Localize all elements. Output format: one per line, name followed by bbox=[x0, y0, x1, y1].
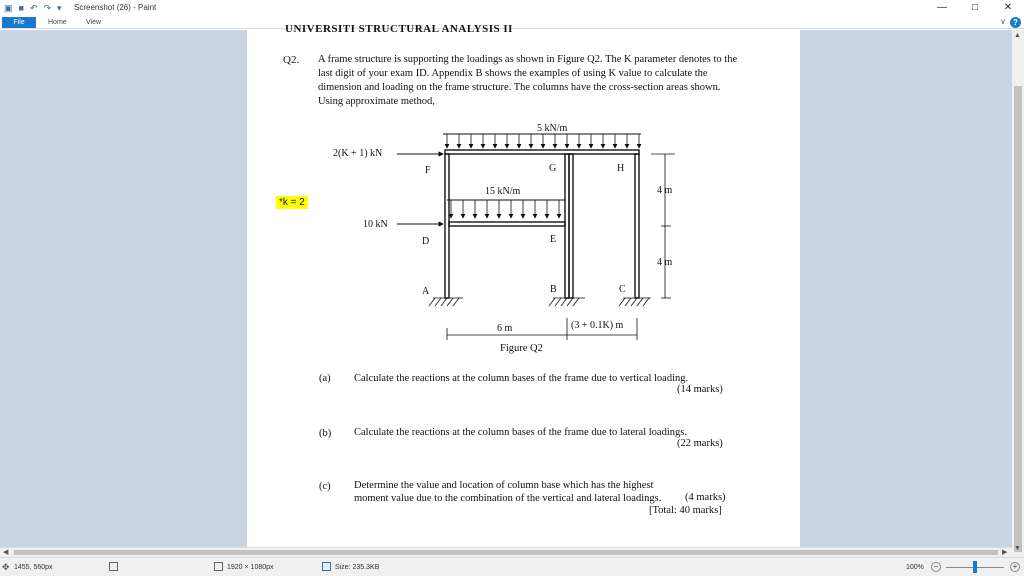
lateral-load-top-label: 2(K + 1) kN bbox=[333, 148, 383, 159]
question-number: Q2. bbox=[283, 54, 300, 66]
window-title: Screenshot (26) - Paint bbox=[74, 3, 157, 12]
quick-access-toolbar bbox=[4, 2, 62, 14]
help-icon[interactable]: ? bbox=[1010, 17, 1021, 28]
scroll-left-icon[interactable]: ◀ bbox=[3, 549, 9, 556]
vertical-scrollbar[interactable] bbox=[1012, 30, 1024, 557]
tab-view[interactable]: View bbox=[86, 19, 102, 26]
node-label-a: A bbox=[422, 286, 430, 297]
cursor-position-icon: ✥ bbox=[2, 562, 10, 572]
image-dimensions: 1920 × 1080px bbox=[227, 564, 274, 571]
frame-diagram bbox=[247, 30, 800, 390]
node-label-d: D bbox=[422, 236, 430, 247]
redo-icon[interactable]: ↷ bbox=[43, 3, 52, 13]
part-a-marks: (14 marks) bbox=[677, 384, 723, 395]
zoom-slider-thumb[interactable] bbox=[973, 561, 977, 573]
vertical-scroll-thumb[interactable] bbox=[1014, 86, 1022, 552]
node-label-f: F bbox=[425, 165, 431, 176]
zoom-out-button[interactable]: − bbox=[931, 562, 941, 572]
height-top-label: 4 m bbox=[657, 185, 673, 196]
minimize-button[interactable]: — bbox=[937, 2, 947, 13]
node-label-h: H bbox=[617, 163, 625, 174]
roof-load-label: 5 kN/m bbox=[537, 123, 568, 134]
cursor-position: 1455, 560px bbox=[14, 564, 53, 571]
beam-load-label: 15 kN/m bbox=[485, 186, 521, 197]
maximize-button[interactable]: □ bbox=[971, 2, 979, 13]
horizontal-scroll-thumb[interactable] bbox=[14, 550, 998, 555]
k-value-highlight: *k = 2 bbox=[276, 196, 308, 209]
file-size: Size: 235.3KB bbox=[335, 564, 380, 571]
span-left-label: 6 m bbox=[497, 323, 513, 334]
part-b-text: Calculate the reactions at the column bases of the frame due to lateral loadings. bbox=[354, 427, 687, 438]
node-label-c: C bbox=[619, 284, 626, 295]
tab-file[interactable]: File bbox=[2, 17, 36, 28]
part-b-marks: (22 marks) bbox=[677, 438, 723, 449]
height-dimension bbox=[651, 154, 675, 298]
paint-app-icon: ▣ bbox=[4, 3, 13, 13]
zoom-level: 100% bbox=[906, 564, 924, 571]
part-a-label: (a) bbox=[319, 373, 331, 384]
undo-icon[interactable]: ↶ bbox=[29, 3, 38, 13]
tab-home[interactable]: Home bbox=[48, 19, 67, 26]
scroll-down-icon[interactable]: ▼ bbox=[1014, 545, 1021, 552]
node-label-b: B bbox=[550, 284, 557, 295]
frame-members bbox=[445, 150, 639, 298]
scroll-up-icon[interactable]: ▲ bbox=[1014, 32, 1021, 39]
title-bar bbox=[0, 0, 1024, 16]
roof-load-arrows bbox=[443, 134, 641, 148]
node-label-e: E bbox=[550, 234, 557, 245]
lateral-load-mid-label: 10 kN bbox=[363, 219, 388, 230]
ribbon-collapse-icon[interactable]: ∨ bbox=[1000, 17, 1006, 26]
file-size-icon bbox=[322, 562, 331, 571]
scroll-right-icon[interactable]: ▶ bbox=[1002, 549, 1008, 556]
part-c-marks: (4 marks) bbox=[685, 492, 726, 503]
status-bar bbox=[0, 557, 1024, 576]
part-c-text: Determine the value and location of column base which has the highest moment value due to the combination of the vertical and lateral loadings. bbox=[354, 480, 662, 504]
canvas-image[interactable] bbox=[247, 23, 800, 547]
canvas-area[interactable] bbox=[0, 23, 1012, 547]
node-label-g: G bbox=[549, 163, 557, 174]
figure-caption: Figure Q2 bbox=[500, 343, 543, 354]
part-a-text: Calculate the reactions at the column bases of the frame due to vertical loading. bbox=[354, 373, 689, 384]
question-text: A frame structure is supporting the loadings as shown in Figure Q2. The K parameter denotes to the last digit of your exam ID. Appendix B shows the examples of using K value to calculate the dimension and loading on the frame structure. The columns have the cross-section areas shown. Using approximate method, bbox=[318, 54, 738, 107]
span-right-label: (3 + 0.1K) m bbox=[571, 320, 624, 331]
save-icon[interactable]: ■ bbox=[18, 3, 24, 13]
horizontal-scrollbar[interactable] bbox=[0, 547, 1012, 557]
height-bottom-label: 4 m bbox=[657, 257, 673, 268]
customize-toolbar-icon[interactable]: ▾ bbox=[57, 3, 62, 13]
beam-load-arrows bbox=[447, 200, 565, 218]
zoom-in-button[interactable]: + bbox=[1010, 562, 1020, 572]
selection-size-icon bbox=[109, 562, 118, 571]
image-dimensions-icon bbox=[214, 562, 223, 571]
fixed-supports bbox=[429, 298, 651, 306]
part-c-label: (c) bbox=[319, 481, 331, 492]
close-button[interactable]: ✕ bbox=[1003, 2, 1013, 13]
cut-off-heading: UNIVERSITI STRUCTURAL ANALYSIS II bbox=[285, 23, 513, 35]
part-b-label: (b) bbox=[319, 428, 332, 439]
total-marks: [Total: 40 marks] bbox=[649, 505, 722, 516]
